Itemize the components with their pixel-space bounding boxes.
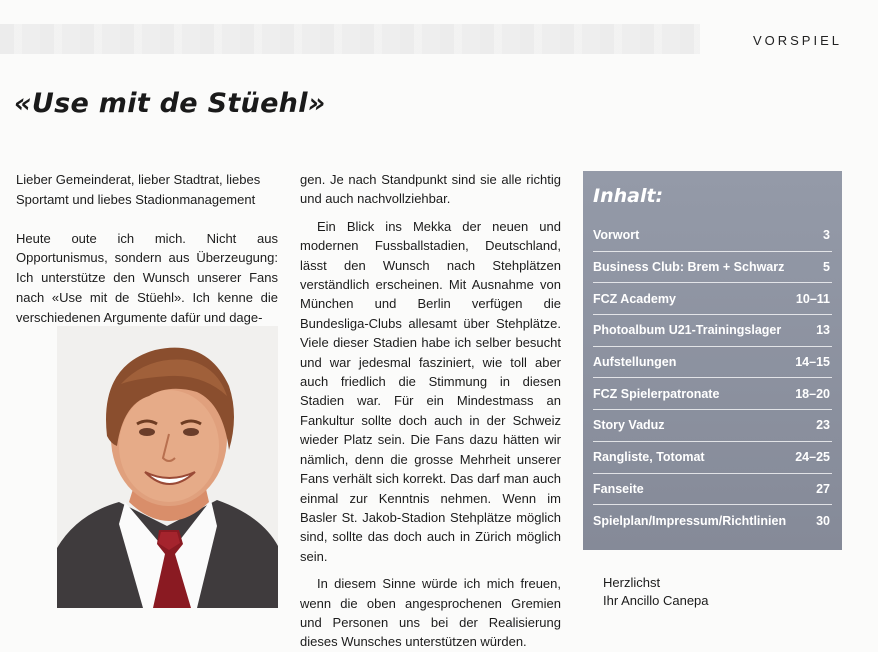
toc-item-label: Spielplan/Impressum/Richtlinien — [593, 514, 787, 529]
toc-item-vorwort[interactable] — [593, 220, 832, 252]
toc-item-fcz-academy[interactable] — [593, 283, 832, 315]
toc-list — [593, 220, 832, 537]
body-paragraph: Ein Blick ins Mekka der neuen und modernen Fussballstadien, Deutschland, lässt den Wunsch nach Stehplätzen verständlich erscheinen. Mit Ausnahme von München und Berlin verfügen die Bundesliga-Clubs allesamt über Stehplätze. Viele dieser Stadien habe ich selber besucht und war jedesmal fasziniert, wie toll aber auch friedlich die Stimmung in diesen Stadien war. Für ein Mindestmass an Fankultur sollte doch auch in der Schweiz wieder Platz sein. Die Fans dazu hätten wir nämlich, denn die grosse Mehrheit unserer Fans verhält sich korrekt. Das darf man auch einmal zur Kenntnis nehmen. Wenn im Basler St. Jakob-Stadion Stehplätze möglich sind, sollte das doch auch in Zürich möglich sein. — [300, 218, 561, 564]
toc-item-label: Photoalbum U21-Trainingslager — [593, 323, 782, 338]
toc-item-page: 10–11 — [795, 291, 830, 306]
toc-item-label: Vorwort — [593, 228, 640, 243]
signoff-greeting: Herzlichst — [603, 575, 661, 590]
salutation-paragraph: Lieber Gemeinderat, lieber Stadtrat, liebes Sportamt und liebes Stadionmanagement — [16, 172, 261, 207]
toc-item-page: 30 — [816, 514, 830, 529]
toc-item-fanseite[interactable] — [593, 474, 832, 506]
toc-item-story-vaduz[interactable] — [593, 410, 832, 442]
body-paragraph: gen. Je nach Standpunkt sind sie alle richtig und auch nachvollziehbar. — [300, 172, 561, 207]
body-paragraph: In diesem Sinne würde ich mich freuen, wenn die oben angesprochenen Gremien und Personen uns bei der Realisierung dieses Wunsches unterstützen würden. — [300, 576, 561, 650]
toc-item-page: 13 — [816, 323, 830, 338]
text-column-2 — [300, 170, 561, 652]
page-title: «Use mit de Stüehl» — [14, 88, 326, 119]
toc-item-photoalbum[interactable] — [593, 315, 832, 347]
toc-item-business-club[interactable] — [593, 252, 832, 284]
body-paragraph: Heute oute ich mich. Nicht aus Opportunismus, sondern aus Überzeugung: Ich unterstütze den Wunsch unserer Fans nach «Use mit de Stüehl». Ich kenne die verschiedenen Argumente dafür und dage- — [16, 230, 278, 325]
toc-item-label: Rangliste, Totomat — [593, 450, 705, 465]
toc-item-label: FCZ Spielerpatronate — [593, 386, 720, 401]
toc-item-label: Fanseite — [593, 481, 644, 496]
header-strip — [0, 24, 700, 54]
toc-title: Inhalt: — [593, 185, 664, 207]
toc-item-label: FCZ Academy — [593, 291, 676, 306]
table-of-contents — [583, 171, 842, 550]
toc-item-page: 24–25 — [795, 450, 830, 465]
portrait-illustration — [57, 326, 278, 608]
toc-item-label: Aufstellungen — [593, 355, 677, 370]
section-label: VORSPIEL — [752, 33, 842, 48]
author-portrait — [57, 326, 278, 608]
toc-item-label: Story Vaduz — [593, 418, 665, 433]
toc-item-page: 27 — [816, 481, 830, 496]
toc-item-aufstellungen[interactable] — [593, 347, 832, 379]
toc-item-label: Business Club: Brem + Schwarz — [593, 260, 785, 275]
signoff — [603, 574, 709, 610]
toc-item-page: 3 — [823, 228, 830, 243]
toc-item-spielplan[interactable] — [593, 505, 832, 537]
signoff-name: Ihr Ancillo Canepa — [603, 593, 709, 608]
toc-item-page: 23 — [816, 418, 830, 433]
toc-item-page: 14–15 — [795, 355, 830, 370]
toc-item-page: 18–20 — [795, 386, 830, 401]
toc-item-spielerpatronate[interactable] — [593, 378, 832, 410]
toc-item-page: 5 — [823, 260, 830, 275]
toc-item-rangliste[interactable] — [593, 442, 832, 474]
text-column-1 — [16, 170, 278, 328]
